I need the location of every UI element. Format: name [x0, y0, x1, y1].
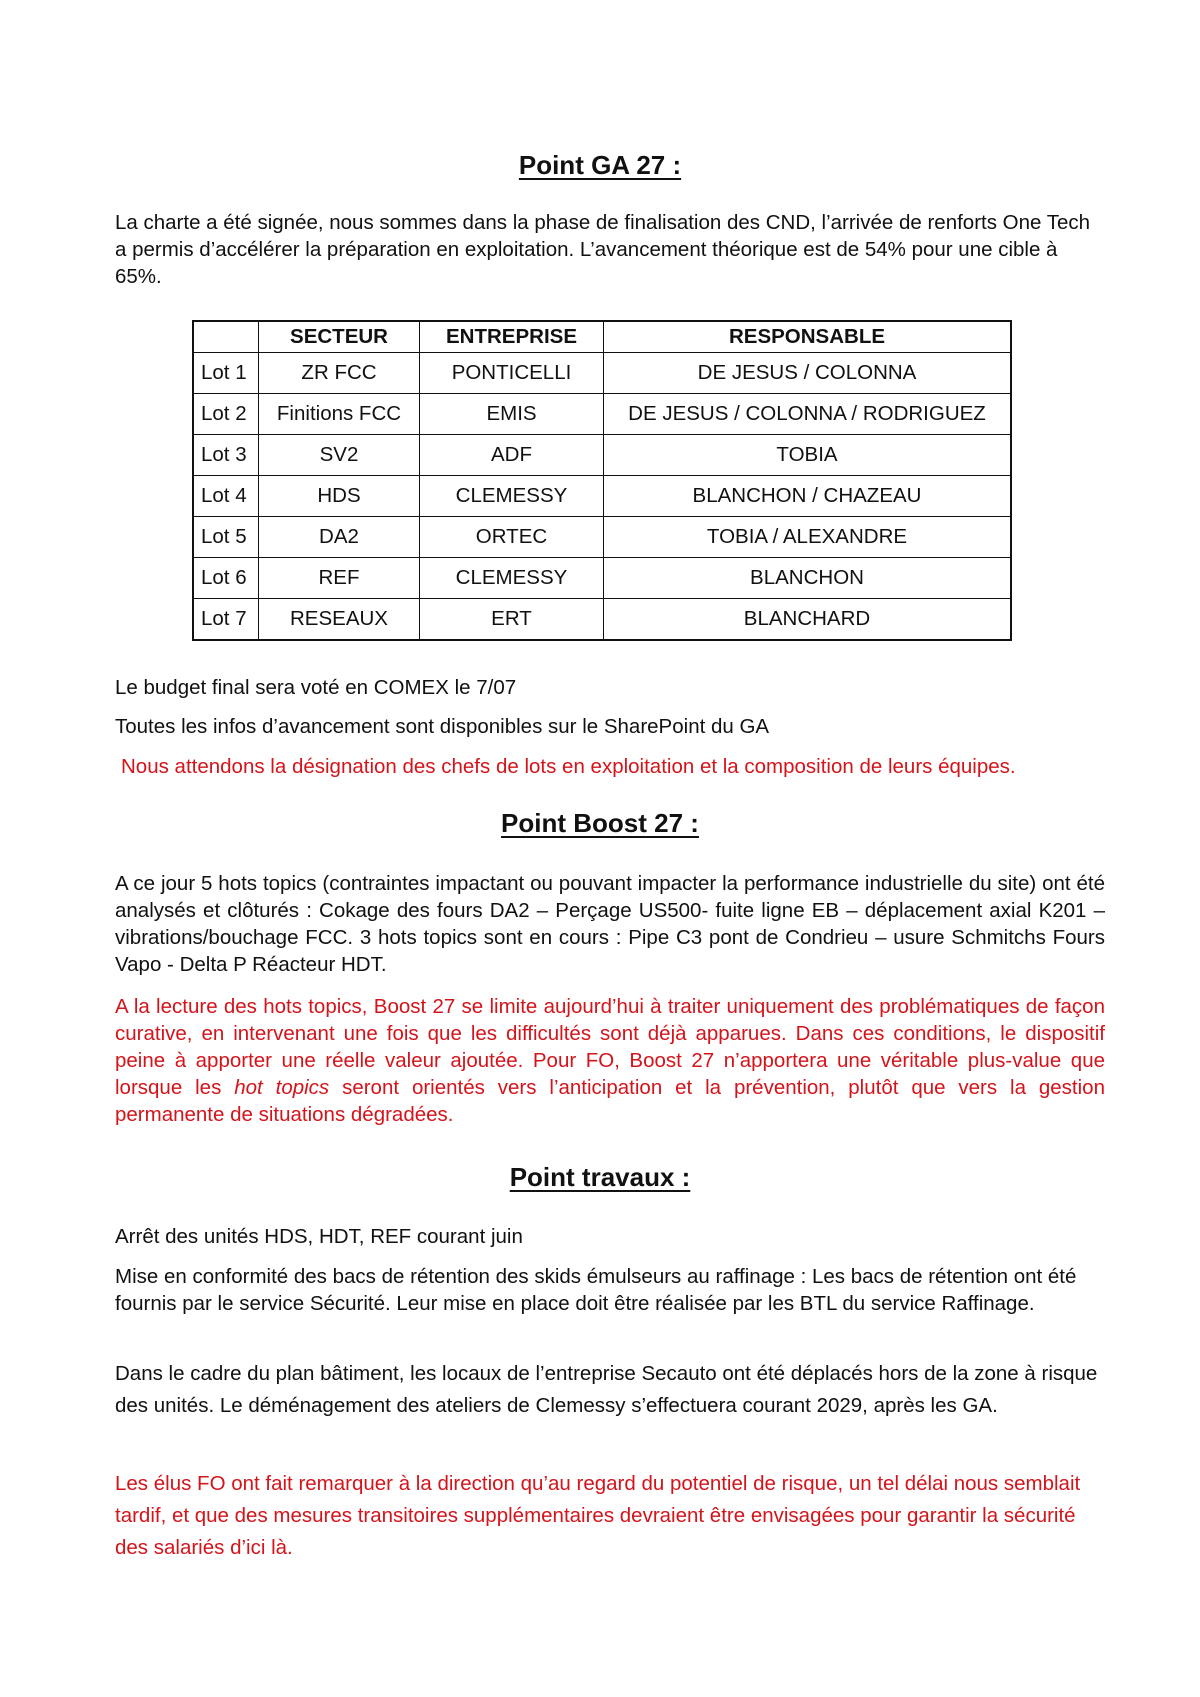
- boost-remark: [115, 993, 1105, 1128]
- ga-infos: Toutes les infos d’avancement sont disponibles sur le SharePoint du GA: [115, 715, 770, 738]
- table-header-row: [193, 321, 1011, 353]
- table-cell: DE JESUS / COLONNA: [604, 353, 1012, 394]
- table-cell: BLANCHARD: [604, 599, 1012, 641]
- table-row: [193, 435, 1011, 476]
- heading-travaux: Point travaux :: [509, 1162, 691, 1192]
- table-header-cell: RESPONSABLE: [604, 321, 1012, 353]
- table-cell: TOBIA: [604, 435, 1012, 476]
- table-cell: HDS: [259, 476, 420, 517]
- table-cell: ADF: [420, 435, 604, 476]
- table-cell: ORTEC: [420, 517, 604, 558]
- lot-label-cell: Lot 5: [193, 517, 259, 558]
- table-cell: REF: [259, 558, 420, 599]
- boost-remark-text-1: A la lecture des hots topics, Boost 27 se limite aujourd’hui à traiter uniquement des problématiques de façon curative, en intervenant une fois que les difficultés sont déjà apparues. Dans ces conditions, le dispositif peine à apporter une réelle valeur ajoutée. Pour FO, Boost 27 n’apportera une véritable plus-value que lorsque les: [115, 995, 1105, 1099]
- table-row: [193, 476, 1011, 517]
- table-cell: CLEMESSY: [420, 476, 604, 517]
- lot-label-cell: Lot 4: [193, 476, 259, 517]
- table-cell: SV2: [259, 435, 420, 476]
- lots-table: [192, 320, 1012, 641]
- table-cell: PONTICELLI: [420, 353, 604, 394]
- table-cell: DE JESUS / COLONNA / RODRIGUEZ: [604, 394, 1012, 435]
- table-row: [193, 517, 1011, 558]
- boost-remark-text-2: seront orientés vers l’anticipation et la prévention, plutôt que vers la gestion permanente de situations dégradées.: [115, 1076, 1105, 1126]
- table-cell: Finitions FCC: [259, 394, 420, 435]
- travaux-conformite: Mise en conformité des bacs de rétention des skids émulseurs au raffinage : Les bacs de rétention ont été fournis par le service Sécurité. Leur mise en place doit être réalisée par les BTL du service Raffinage.: [115, 1265, 1077, 1315]
- table-header-cell: ENTREPRISE: [420, 321, 604, 353]
- lot-label-cell: Lot 6: [193, 558, 259, 599]
- table-row: [193, 558, 1011, 599]
- table-header-cell: [193, 321, 259, 353]
- table-cell: BLANCHON / CHAZEAU: [604, 476, 1012, 517]
- table-row: [193, 599, 1011, 641]
- heading-ga: Point GA 27 :: [518, 150, 682, 180]
- table-cell: ZR FCC: [259, 353, 420, 394]
- table-body: [193, 353, 1011, 641]
- travaux-arret: Arrêt des unités HDS, HDT, REF courant juin: [115, 1225, 523, 1248]
- table-row: [193, 394, 1011, 435]
- table-row: [193, 353, 1011, 394]
- boost-remark-italic: hot topics: [234, 1076, 330, 1099]
- lot-label-cell: Lot 2: [193, 394, 259, 435]
- ga-budget: Le budget final sera voté en COMEX le 7/07: [115, 676, 517, 699]
- heading-boost: Point Boost 27 :: [501, 808, 699, 838]
- ga-intro: La charte a été signée, nous sommes dans la phase de finalisation des CND, l’arrivée de renforts One Tech a permis d’accélérer la préparation en exploitation. L’avancement théorique est de 54% pour une cible à 65%.: [115, 211, 1091, 288]
- table-cell: BLANCHON: [604, 558, 1012, 599]
- table-cell: CLEMESSY: [420, 558, 604, 599]
- lot-label-cell: Lot 3: [193, 435, 259, 476]
- table-cell: EMIS: [420, 394, 604, 435]
- travaux-remark: Les élus FO ont fait remarquer à la direction qu’au regard du potentiel de risque, un tel délai nous semblait tardif, et que des mesures transitoires supplémentaires devraient être envisagées pour garantir la sécurité des salariés d’ici là.: [115, 1472, 1081, 1559]
- table-cell: DA2: [259, 517, 420, 558]
- table-cell: ERT: [420, 599, 604, 641]
- table-cell: RESEAUX: [259, 599, 420, 641]
- ga-attente: Nous attendons la désignation des chefs de lots en exploitation et la composition de leurs équipes.: [121, 755, 1016, 778]
- table-cell: TOBIA / ALEXANDRE: [604, 517, 1012, 558]
- boost-intro: A ce jour 5 hots topics (contraintes impactant ou pouvant impacter la performance industrielle du site) ont été analysés et clôturés : Cokage des fours DA2 – Perçage US500- fuite ligne EB – déplacement axial K201 – vibrations/bouchage FCC. 3 hots topics sont en cours : Pipe C3 pont de Condrieu – usure Schmitchs Fours Vapo - Delta P Réacteur HDT.: [115, 872, 1105, 976]
- table-header-cell: SECTEUR: [259, 321, 420, 353]
- travaux-batiment: Dans le cadre du plan bâtiment, les locaux de l’entreprise Secauto ont été déplacés hors de la zone à risque des unités. Le déménagement des ateliers de Clemessy s’effectuera courant 2029, après les GA.: [115, 1362, 1098, 1417]
- lot-label-cell: Lot 1: [193, 353, 259, 394]
- lot-label-cell: Lot 7: [193, 599, 259, 641]
